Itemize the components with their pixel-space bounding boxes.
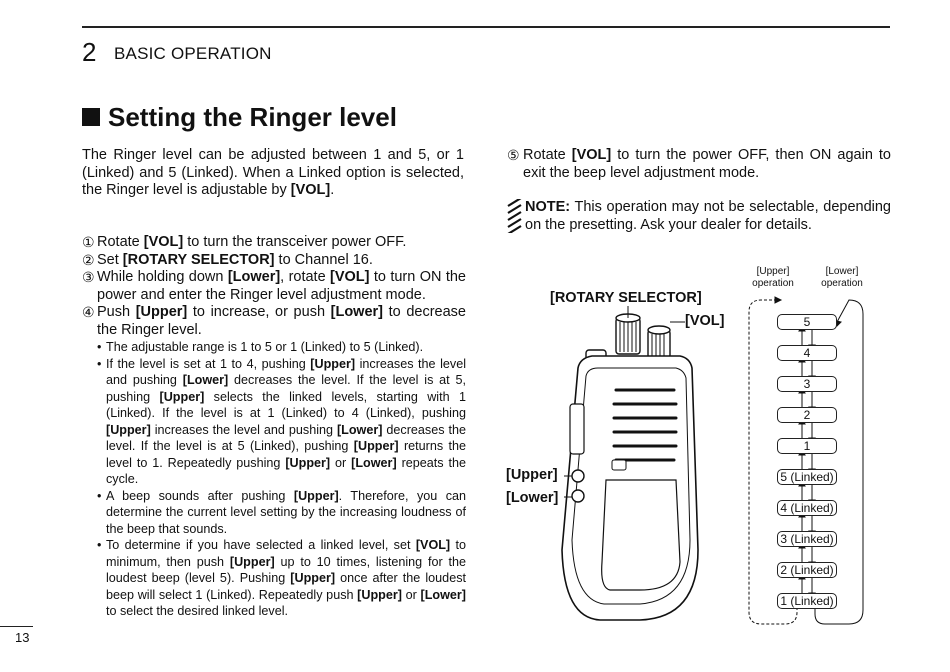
step-5: ⑤ Rotate [VOL] to turn the power OFF, then ON again to exit the beep level adjustment mode. bbox=[507, 147, 891, 181]
level-box: 2 (Linked) bbox=[777, 562, 837, 578]
chapter-number: 2 bbox=[82, 37, 97, 67]
lower-label: [Lower] bbox=[506, 490, 559, 506]
vol-label: [VOL] bbox=[685, 313, 725, 329]
note-label: NOTE: bbox=[525, 199, 571, 215]
level-box: 5 (Linked) bbox=[777, 469, 837, 485]
chapter-title: BASIC OPERATION bbox=[114, 44, 272, 63]
rotary-selector-label: [ROTARY SELECTOR] bbox=[550, 290, 702, 306]
level-box: 3 (Linked) bbox=[777, 531, 837, 547]
step-number: ③ bbox=[82, 269, 95, 285]
intro-paragraph: The Ringer level can be adjusted between 1 and 5, or 1 (Linked) and 5 (Linked). When a Linked option is selected, the Ringer level is adjustable by [VOL]. bbox=[82, 147, 464, 198]
step-number: ② bbox=[82, 251, 95, 268]
level-box: 4 (Linked) bbox=[777, 500, 837, 516]
bullet-item: • If the level is set at 1 to 4, pushing [Upper] increases the level and pushing [Lower] decreases the level. If the level is at 5, pushing [Upper] selects the linked levels, starting with 1 (Linked). If the level is at 1 (Linked) to 4 (Linked), pushing [Upper] increases the level and pushing [Lower] decreases the level. If the level is at 5 (Linked), pushing [Upper] returns the level to 1. Repeatedly pushing [Upper] or [Lower] repeats the cycle. bbox=[97, 356, 467, 486]
page-number: 13 bbox=[15, 630, 30, 645]
lower-button bbox=[572, 490, 584, 502]
step-2: ② Set [ROTARY SELECTOR] to Channel 16. bbox=[82, 251, 373, 268]
level-box: 1 bbox=[777, 438, 837, 454]
upper-label: [Upper] bbox=[506, 467, 558, 483]
square-bullet-icon bbox=[82, 108, 100, 126]
step-number: ④ bbox=[82, 304, 95, 320]
level-box: 5 bbox=[777, 314, 837, 330]
bullet-item: • The adjustable range is 1 to 5 or 1 (Linked) to 5 (Linked). bbox=[97, 340, 424, 354]
section-title bbox=[82, 100, 397, 134]
rotary-selector-knob bbox=[616, 314, 640, 354]
upper-operation-label: [Upper] operation bbox=[752, 266, 794, 289]
top-rule bbox=[82, 26, 890, 28]
step-4: ④ Push [Upper] to increase, or push [Lower] to decrease the Ringer level. bbox=[82, 304, 466, 338]
step-1: ① Rotate [VOL] to turn the transceiver power OFF. bbox=[82, 234, 407, 250]
level-box: 2 bbox=[777, 407, 837, 423]
lower-operation-label: [Lower] operation bbox=[821, 266, 863, 289]
step-3: ③ While holding down [Lower], rotate [VOL] to turn ON the power and enter the Ringer level adjustment mode. bbox=[82, 269, 466, 303]
section-title-text: Setting the Ringer level bbox=[108, 102, 397, 132]
note-hatch-icon bbox=[507, 199, 523, 233]
level-box: 1 (Linked) bbox=[777, 593, 837, 609]
instruction-steps bbox=[82, 234, 466, 620]
page-number-rule bbox=[0, 626, 33, 627]
note-text: This operation may not be selectable, depending on the presetting. Ask your dealer for details. bbox=[525, 199, 891, 233]
upper-button bbox=[572, 470, 584, 482]
step-number: ⑤ bbox=[507, 147, 520, 163]
vol-knob bbox=[648, 326, 670, 358]
bullet-item: • A beep sounds after pushing [Upper]. Therefore, you can determine the current level setting by the increasing loudness of the beep that sounds. bbox=[97, 488, 466, 536]
level-box: 4 bbox=[777, 345, 837, 361]
step-number: ① bbox=[82, 234, 95, 250]
bullet-item: • To determine if you have selected a linked level, set [VOL] to minimum, then push [Upper] up to 10 times, listening for the loudest beep (level 5). Pushing [Upper] once after the loudest beep will select 1 (Linked). Repeatedly push [Upper] or [Lower] to select the desired linked level. bbox=[97, 538, 466, 618]
note-block bbox=[507, 199, 891, 234]
level-box: 3 bbox=[777, 376, 837, 392]
radio-illustration bbox=[540, 300, 710, 625]
